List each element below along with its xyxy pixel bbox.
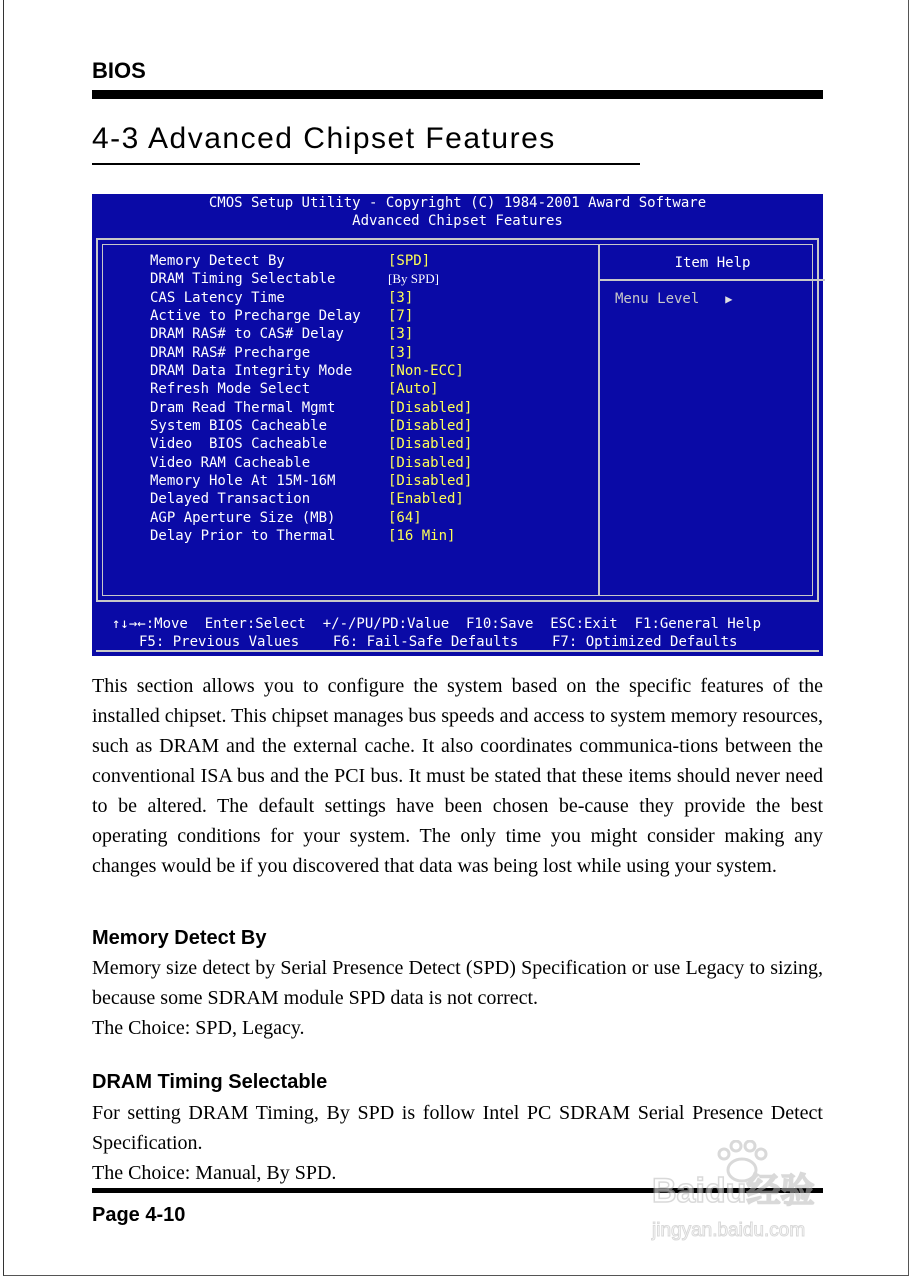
dram-timing-choice: The Choice: Manual, By SPD.	[92, 1162, 337, 1184]
setting-value[interactable]: [16 Min]	[388, 528, 456, 544]
setting-value[interactable]: [Non-ECC]	[388, 363, 464, 379]
setting-label: Delay Prior to Thermal	[150, 528, 336, 544]
baidu-watermark	[650, 1140, 865, 1245]
setting-label: CAS Latency Time	[150, 289, 285, 306]
menu-level	[615, 291, 733, 307]
setting-label: DRAM RAS# Precharge	[150, 344, 311, 361]
setting-value[interactable]: [3]	[388, 289, 414, 306]
setting-label: DRAM Data Integrity Mode	[150, 363, 353, 379]
setting-value[interactable]: [64]	[388, 509, 422, 526]
setting-value[interactable]: [3]	[388, 326, 414, 342]
triangle-right-icon: ▶	[725, 292, 733, 306]
setting-label: Memory Hole At 15M-16M	[150, 473, 336, 489]
setting-value[interactable]: [Disabled]	[388, 418, 473, 434]
setting-value[interactable]: [Disabled]	[388, 436, 473, 452]
setting-label: Delayed Transaction	[150, 491, 311, 507]
setting-value[interactable]: [Auto]	[388, 381, 439, 397]
memory-detect-choice: The Choice: SPD, Legacy.	[92, 1017, 305, 1039]
setting-value[interactable]: [7]	[388, 308, 414, 324]
chapter-header: BIOS	[92, 58, 146, 83]
bios-screenshot	[92, 194, 823, 656]
setting-label: System BIOS Cacheable	[150, 418, 328, 434]
title-underline	[92, 163, 640, 165]
intro-paragraph: This section allows you to configure the system based on the specific features of the installed chipset. This chipset manages bus speeds and access to system memory resources, such as DRAM and the external cache. It also coordinates communica-tions between the conventional ISA bus and the PCI bus. It must be stated that these items should never need to be altered. The default settings have been chosen be-cause they provide the best operating conditions for your system. The only time you might consider making any changes would be if you discovered that data was being lost while using your system.	[92, 675, 823, 877]
item-help-title: Item Help	[674, 255, 751, 271]
setting-label: Refresh Mode Select	[150, 381, 311, 397]
bios-key-help-line1: ↑↓→←:Move Enter:Select +/-/PU/PD:Value F10:Save ESC:Exit F1:General Help	[112, 616, 762, 632]
setting-label: Memory Detect By	[150, 253, 285, 269]
bios-bottom-rule	[96, 650, 819, 652]
bios-inner-panel	[102, 244, 813, 596]
item-help-divider	[600, 279, 825, 281]
setting-label: Dram Read Thermal Mgmt	[150, 399, 336, 416]
dram-timing-description: For setting DRAM Timing, By SPD is follow Intel PC SDRAM Serial Presence Detect Specification.	[92, 1102, 823, 1154]
section-title: 4-3 Advanced Chipset Features	[92, 122, 556, 155]
subhead-memory-detect-by: Memory Detect By	[92, 927, 267, 949]
setting-label: Video RAM Cacheable	[150, 454, 311, 471]
bios-panel-divider	[598, 245, 600, 595]
watermark-url: jingyan.baidu.com	[652, 1220, 806, 1241]
page-number: Page 4-10	[92, 1204, 186, 1226]
setting-value[interactable]: [Disabled]	[388, 473, 473, 489]
bios-key-help-line2: F5: Previous Values F6: Fail-Safe Defaults F7: Optimized Defaults	[139, 634, 738, 650]
setting-label: DRAM RAS# to CAS# Delay	[150, 326, 344, 342]
bios-title-line1: CMOS Setup Utility - Copyright (C) 1984-2001 Award Software	[208, 195, 707, 211]
setting-value[interactable]: [Disabled]	[388, 454, 473, 471]
subhead-dram-timing-selectable: DRAM Timing Selectable	[92, 1071, 328, 1093]
header-rule	[92, 90, 823, 99]
setting-label: DRAM Timing Selectable	[150, 271, 336, 287]
setting-value[interactable]: [By SPD]	[388, 271, 439, 286]
setting-label: Active to Precharge Delay	[150, 308, 361, 324]
setting-value[interactable]: [Disabled]	[388, 399, 473, 416]
memory-detect-description: Memory size detect by Serial Presence Detect (SPD) Specification or use Legacy to sizing, because some SDRAM module SPD data is not correct.	[92, 957, 823, 1009]
setting-label: AGP Aperture Size (MB)	[150, 509, 336, 526]
setting-value[interactable]: [3]	[388, 344, 414, 361]
setting-value[interactable]: [Enabled]	[388, 491, 464, 507]
setting-value[interactable]: [SPD]	[388, 253, 431, 269]
setting-label: Video BIOS Cacheable	[150, 436, 328, 452]
menu-level-label: Menu Level	[615, 291, 700, 307]
watermark-brand: Baidu经验	[652, 1172, 815, 1210]
bios-frame	[96, 238, 819, 602]
bios-title-line2: Advanced Chipset Features	[352, 213, 563, 229]
